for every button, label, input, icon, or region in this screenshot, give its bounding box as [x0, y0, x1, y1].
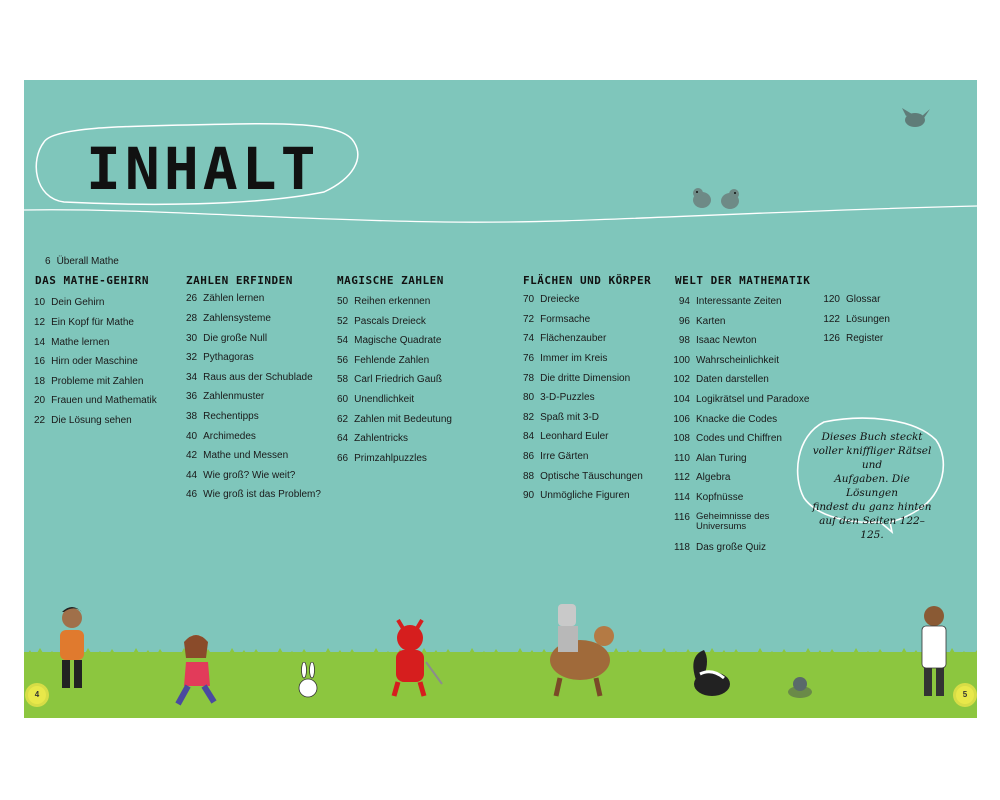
toc-entry[interactable] — [337, 374, 442, 386]
toc-page-number: 46 — [186, 489, 198, 500]
toc-entry[interactable] — [523, 451, 588, 463]
toc-label: Daten darstellen — [696, 374, 769, 385]
toc-entry[interactable] — [186, 352, 254, 364]
toc-label: Immer im Kreis — [540, 353, 608, 364]
knight-on-horse-illustration — [536, 598, 626, 698]
toc-entry[interactable] — [337, 316, 426, 328]
toc-page-number: 122 — [823, 314, 840, 325]
boy-character-illustration — [44, 602, 94, 692]
toc-entry[interactable] — [822, 294, 880, 306]
toc-page-number: 32 — [186, 352, 198, 363]
toc-label: Spaß mit 3-D — [540, 412, 600, 423]
toc-page-number: 76 — [523, 353, 535, 364]
toc-entry[interactable] — [523, 392, 595, 404]
toc-page-number: 100 — [673, 355, 690, 366]
toc-label: Pythagoras — [203, 352, 254, 363]
toc-entry[interactable] — [822, 333, 883, 345]
page-title: INHALT — [86, 135, 320, 203]
toc-entry[interactable] — [672, 335, 757, 347]
toc-label: Kopfnüsse — [696, 492, 744, 503]
toc-entry[interactable] — [337, 335, 441, 347]
toc-entry[interactable] — [186, 391, 264, 403]
toc-label: Die Lösung sehen — [51, 415, 132, 426]
toc-page-number: 110 — [674, 453, 690, 464]
toc-page-number: 16 — [34, 356, 46, 367]
toc-label: Irre Gärten — [540, 451, 589, 462]
bubble-line: Dieses Buch steckt — [821, 431, 923, 443]
flying-bird-icon — [900, 106, 932, 130]
toc-page-number: 126 — [823, 333, 840, 344]
toc-page-number: 62 — [337, 414, 349, 425]
toc-label: Primzahlpuzzles — [354, 453, 427, 464]
toc-label-line-2: Universums — [696, 521, 747, 532]
toc-label: Leonhard Euler — [540, 431, 609, 442]
skunk-illustration — [684, 646, 734, 698]
toc-label: Mathe und Messen — [203, 450, 289, 461]
section-heading-mathe-gehirn: DAS MATHE-GEHIRN — [35, 274, 149, 287]
section-heading-flaechen-und-koerper: FLÄCHEN UND KÖRPER — [523, 274, 652, 287]
toc-label: Zählen lernen — [203, 293, 265, 304]
toc-page-number: 116 — [674, 512, 690, 523]
toc-entry[interactable] — [672, 394, 809, 406]
toc-entry[interactable] — [34, 356, 138, 368]
toc-label: Die dritte Dimension — [540, 373, 631, 384]
toc-entry[interactable] — [672, 316, 725, 328]
toc-label: Archimedes — [203, 431, 256, 442]
toc-label: Ein Kopf für Mathe — [51, 317, 134, 328]
scientist-character-illustration — [914, 600, 954, 700]
toc-page-number: 20 — [34, 395, 46, 406]
toc-page-number: 30 — [186, 333, 198, 344]
toc-label: Knacke die Codes — [696, 414, 778, 425]
toc-page-number: 98 — [678, 335, 690, 346]
toc-entry[interactable] — [337, 296, 430, 308]
toc-label: Glossar — [846, 294, 881, 305]
toc-page-number: 86 — [523, 451, 535, 462]
toc-page-number: 42 — [186, 450, 198, 461]
toc-page-number: 90 — [523, 490, 535, 501]
toc-label: Reihen erkennen — [354, 296, 431, 307]
toc-label: Interessante Zeiten — [696, 296, 782, 307]
toc-label: Wahrscheinlichkeit — [696, 355, 779, 366]
toc-entry[interactable] — [672, 492, 743, 504]
mole-illustration — [786, 674, 814, 698]
toc-label: Optische Täuschungen — [540, 471, 643, 482]
toc-label: Flächenzauber — [540, 333, 607, 344]
toc-label — [696, 512, 769, 532]
toc-page-number: 12 — [34, 317, 46, 328]
bubble-line: Aufgaben. Die Lösungen — [834, 473, 910, 499]
toc-label: Magische Quadrate — [354, 335, 442, 346]
toc-label: Zahlen mit Bedeutung — [354, 414, 452, 425]
toc-entry[interactable] — [672, 355, 779, 367]
section-heading-magische-zahlen: MAGISCHE ZAHLEN — [337, 274, 444, 287]
toc-label: Formsache — [540, 314, 591, 325]
toc-page-number: 60 — [337, 394, 349, 405]
toc-page-number: 38 — [186, 411, 198, 422]
toc-page-number: 58 — [337, 374, 349, 385]
toc-entry[interactable] — [337, 394, 414, 406]
bubble-line: findest du ganz hinten — [812, 501, 932, 513]
toc-label: Pascals Dreieck — [354, 316, 426, 327]
toc-label: 3-D-Puzzles — [540, 392, 595, 403]
toc-page-number: 34 — [186, 372, 198, 383]
toc-page-number: 104 — [673, 394, 690, 405]
bubble-line: auf den Seiten 122–125. — [819, 515, 925, 541]
toc-page-number: 96 — [678, 316, 690, 327]
toc-page-number: 18 — [34, 376, 46, 387]
toc-label: Carl Friedrich Gauß — [354, 374, 442, 385]
toc-page-number: 36 — [186, 391, 198, 402]
toc-page-number: 44 — [186, 470, 198, 481]
toc-page-number: 102 — [673, 374, 690, 385]
toc-page-number: 22 — [34, 415, 46, 426]
red-devil-character-illustration — [376, 612, 446, 698]
toc-page-number: 10 — [34, 297, 46, 308]
toc-entry[interactable] — [523, 373, 630, 385]
toc-entry[interactable] — [45, 256, 119, 268]
speech-bubble-text — [808, 430, 936, 542]
toc-entry[interactable] — [337, 414, 452, 426]
toc-entry[interactable] — [34, 317, 134, 329]
toc-label: Überall Mathe — [56, 256, 119, 267]
toc-entry[interactable] — [186, 431, 256, 443]
toc-entry[interactable] — [186, 293, 264, 305]
toc-page-number: 84 — [523, 431, 535, 442]
toc-label: Register — [846, 333, 884, 344]
toc-page-number: 112 — [674, 472, 690, 483]
toc-label: Frauen und Mathematik — [51, 395, 157, 406]
toc-page-number: 6 — [45, 256, 51, 267]
toc-page-number: 40 — [186, 431, 198, 442]
toc-label: Isaac Newton — [696, 335, 757, 346]
toc-entry[interactable] — [672, 512, 769, 533]
toc-entry[interactable] — [34, 337, 110, 349]
toc-label: Alan Turing — [696, 453, 747, 464]
toc-label: Mathe lernen — [51, 337, 110, 348]
toc-page-number: 82 — [523, 412, 535, 423]
toc-label: Die große Null — [203, 333, 268, 344]
toc-page-number: 50 — [337, 296, 349, 307]
toc-label: Zahlenmuster — [203, 391, 265, 402]
toc-label: Unendlichkeit — [354, 394, 415, 405]
toc-label: Algebra — [696, 472, 731, 483]
toc-entry[interactable] — [523, 333, 606, 345]
toc-label: Logikrätsel und Paradoxe — [696, 394, 810, 405]
toc-entry[interactable] — [337, 355, 429, 367]
toc-entry[interactable] — [523, 471, 643, 483]
left-page-number: 4 — [28, 686, 46, 704]
toc-label: Zahlentricks — [354, 433, 409, 444]
toc-entry[interactable] — [186, 372, 313, 384]
toc-entry[interactable] — [34, 297, 104, 309]
toc-label: Karten — [696, 316, 726, 327]
toc-entry[interactable] — [523, 412, 599, 424]
toc-entry[interactable] — [672, 374, 769, 386]
toc-entry[interactable] — [672, 433, 782, 445]
toc-page-number: 70 — [523, 294, 535, 305]
toc-entry[interactable] — [822, 314, 890, 326]
toc-label: Raus aus der Schublade — [203, 372, 313, 383]
toc-page-number: 118 — [674, 542, 690, 553]
toc-entry[interactable] — [672, 542, 766, 554]
toc-page-number: 64 — [337, 433, 349, 444]
toc-entry[interactable] — [186, 489, 321, 501]
toc-entry[interactable] — [672, 414, 777, 426]
toc-label: Das große Quiz — [696, 542, 767, 553]
toc-entry[interactable] — [186, 470, 295, 482]
toc-entry[interactable] — [672, 453, 747, 465]
toc-label: Codes und Chiffren — [696, 433, 782, 444]
toc-label-line-1: Geheimnisse des — [696, 511, 770, 522]
toc-page-number: 108 — [673, 433, 690, 444]
toc-label: Fehlende Zahlen — [354, 355, 430, 366]
toc-entry[interactable] — [672, 296, 782, 308]
section-heading-welt-der-mathematik: WELT DER MATHEMATIK — [675, 274, 811, 287]
toc-entry[interactable] — [34, 376, 143, 388]
toc-entry[interactable] — [186, 313, 271, 325]
toc-page-number: 28 — [186, 313, 198, 324]
toc-label: Probleme mit Zahlen — [51, 376, 144, 387]
toc-page-number: 106 — [673, 414, 690, 425]
section-heading-zahlen-erfinden: ZAHLEN ERFINDEN — [186, 274, 293, 287]
toc-entry[interactable] — [337, 433, 408, 445]
rabbit-illustration — [296, 662, 320, 698]
toc-page-number: 54 — [337, 335, 349, 346]
toc-page-number: 26 — [186, 293, 198, 304]
toc-page-number: 56 — [337, 355, 349, 366]
toc-page-number: 120 — [823, 294, 840, 305]
toc-label: Wie groß ist das Problem? — [203, 489, 321, 500]
toc-entry[interactable] — [34, 395, 157, 407]
bubble-line: voller kniffliger Rätsel und — [812, 445, 932, 471]
toc-page-number: 80 — [523, 392, 535, 403]
toc-entry[interactable] — [523, 294, 580, 306]
toc-page-number: 72 — [523, 314, 535, 325]
toc-label: Dein Gehirn — [51, 297, 105, 308]
toc-label: Hirn oder Maschine — [51, 356, 138, 367]
toc-label: Zahlensysteme — [203, 313, 271, 324]
toc-page-number: 74 — [523, 333, 535, 344]
toc-entry[interactable] — [34, 415, 132, 427]
toc-label: Dreiecke — [540, 294, 580, 305]
toc-page-number: 94 — [678, 296, 690, 307]
toc-entry[interactable] — [337, 453, 427, 465]
toc-page-number: 14 — [34, 337, 46, 348]
toc-page-number: 78 — [523, 373, 535, 384]
toc-page-number: 66 — [337, 453, 349, 464]
birds-on-wire-icon — [688, 184, 748, 212]
right-page-number: 5 — [956, 686, 974, 704]
toc-entry[interactable] — [523, 353, 607, 365]
toc-entry[interactable] — [672, 472, 730, 484]
toc-entry[interactable] — [523, 431, 609, 443]
toc-entry[interactable] — [186, 450, 288, 462]
toc-label: Unmögliche Figuren — [540, 490, 630, 501]
running-girl-illustration — [160, 628, 230, 708]
toc-entry[interactable] — [523, 490, 630, 502]
toc-entry[interactable] — [186, 333, 267, 345]
toc-entry[interactable] — [523, 314, 590, 326]
toc-page-number: 88 — [523, 471, 535, 482]
toc-entry[interactable] — [186, 411, 259, 423]
toc-label: Lösungen — [846, 314, 890, 325]
book-spread — [24, 80, 977, 718]
toc-label: Wie groß? Wie weit? — [203, 470, 296, 481]
toc-page-number: 52 — [337, 316, 349, 327]
toc-page-number: 114 — [674, 492, 690, 503]
toc-label: Rechentipps — [203, 411, 259, 422]
